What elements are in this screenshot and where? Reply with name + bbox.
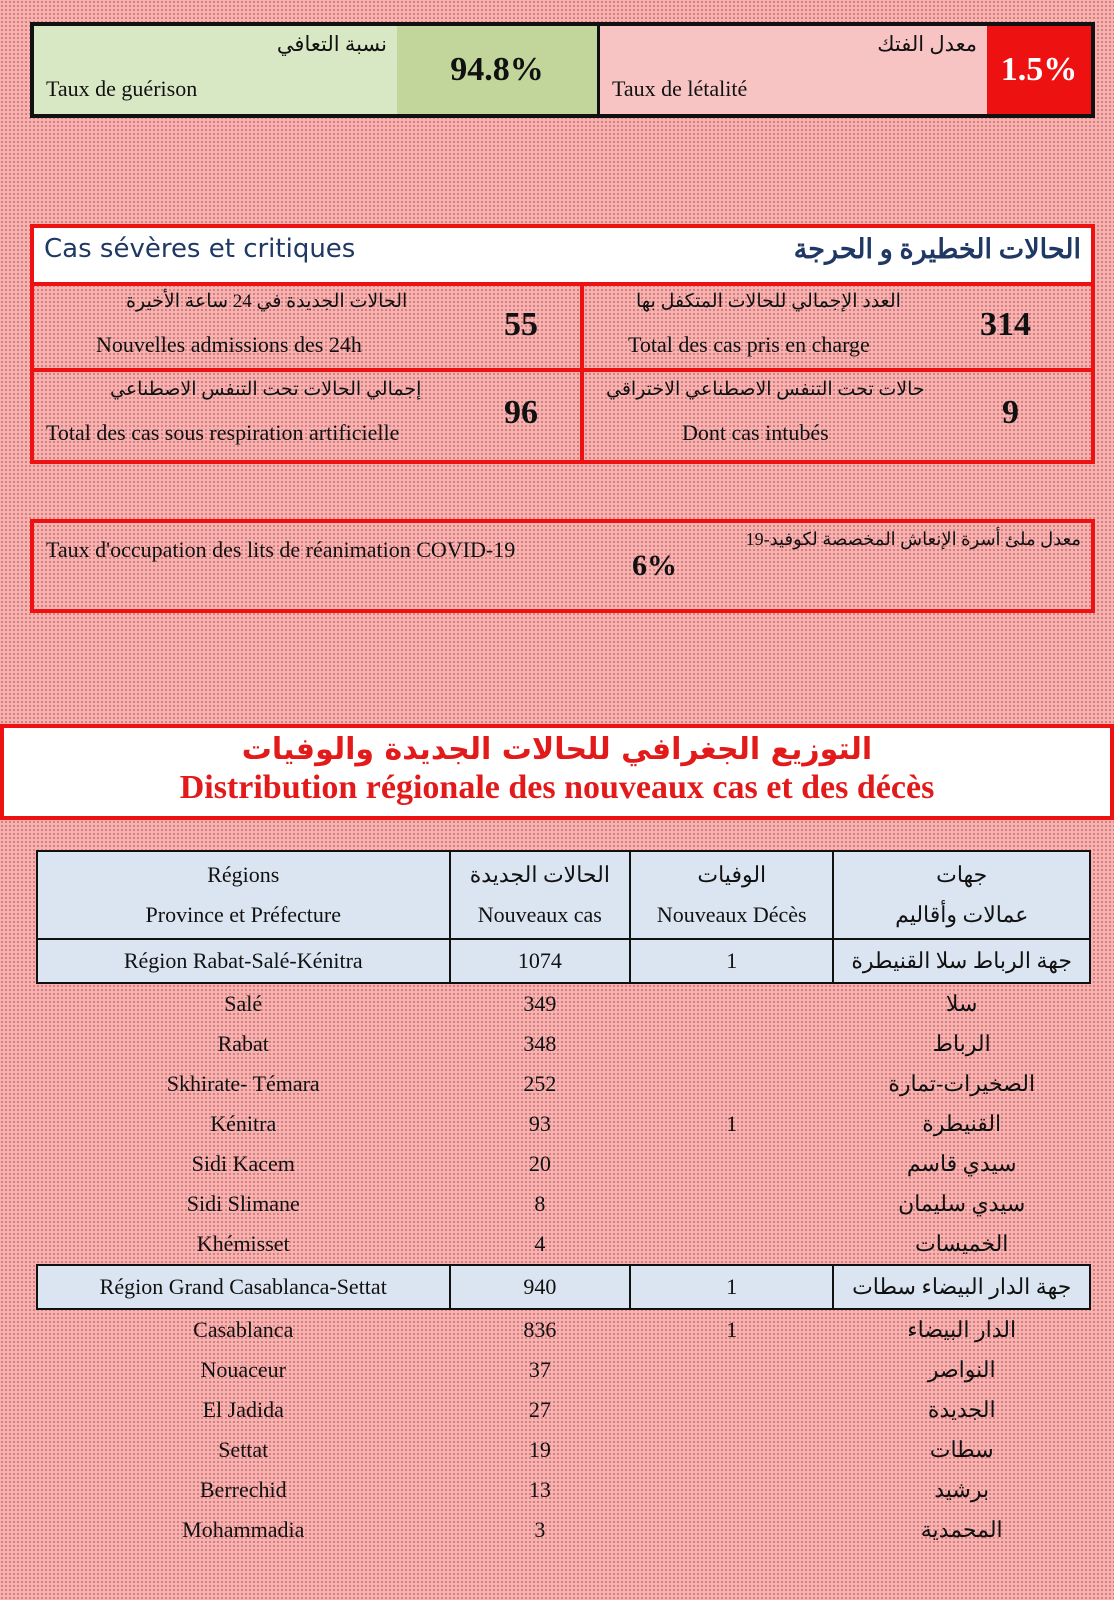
cell-new-cases: 19	[528, 1437, 551, 1462]
cell-name: Salé	[224, 991, 263, 1016]
severe-title-fr: Cas sévères et critiques	[44, 234, 356, 264]
cell-new-deaths	[630, 1390, 833, 1430]
cell-new-cases: 93	[528, 1111, 551, 1136]
header-regions-ar: جهات عمالات وأقاليم	[833, 851, 1090, 939]
province-row	[37, 1350, 1090, 1390]
cell-new-deaths: 1	[726, 1111, 738, 1136]
total-cases-cell	[584, 284, 1095, 372]
ventilation-label-ar: إجمالي الحالات تحت التنفس الاصطناعي	[110, 379, 422, 400]
cell-name-ar: جهة الدار البيضاء سطات	[833, 1265, 1090, 1309]
cell-new-deaths	[630, 1470, 833, 1510]
cell-name-ar: الصخيرات-تمارة	[888, 1071, 1036, 1096]
icu-occupancy-label-ar: معدل ملئ أسرة الإنعاش المخصصة لكوفيد-19	[745, 529, 1081, 549]
ventilation-label-fr: Total des cas sous respiration artificielle	[46, 420, 400, 445]
ventilation-value: 96	[504, 394, 538, 431]
cell-new-deaths	[630, 983, 833, 1024]
cell-name-ar: الدار البيضاء	[907, 1317, 1017, 1342]
region-row	[37, 1265, 1090, 1309]
icu-occupancy-label-fr: Taux d'occupation des lits de réanimation COVID-19	[46, 537, 516, 562]
cell-new-cases: 252	[523, 1071, 557, 1096]
regional-distribution-table	[36, 850, 1091, 1550]
cell-new-deaths	[630, 1024, 833, 1064]
header-new-cases: الحالات الجديدة Nouveaux cas	[450, 851, 631, 939]
cell-name-ar: سطات	[929, 1437, 994, 1462]
recovery-rate-value: 94.8%	[397, 26, 600, 114]
severe-cases-header	[34, 228, 1091, 286]
cell-new-deaths	[630, 1430, 833, 1470]
ventilation-cell	[34, 372, 580, 460]
province-row	[37, 1144, 1090, 1184]
lethality-rate-label-box	[600, 26, 987, 114]
province-row	[37, 983, 1090, 1024]
cell-name: Skhirate- Témara	[166, 1071, 320, 1096]
cell-name: Nouaceur	[200, 1357, 286, 1382]
province-row	[37, 1430, 1090, 1470]
cell-new-deaths	[630, 1064, 833, 1104]
cell-new-deaths	[630, 1184, 833, 1224]
rates-bar	[30, 22, 1095, 118]
icu-occupancy-panel	[30, 519, 1095, 613]
header-regions: Régions Province et Préfecture	[37, 851, 450, 939]
cell-name-ar: جهة الرباط سلا القنيطرة	[833, 939, 1090, 983]
cell-new-deaths: 1	[630, 1265, 833, 1309]
cell-name-ar: الرباط	[932, 1031, 991, 1056]
new-admissions-value: 55	[504, 306, 538, 343]
distribution-title-ar: التوزيع الجغرافي للحالات الجديدة والوفيات	[241, 732, 873, 767]
cell-new-cases: 27	[528, 1397, 551, 1422]
cell-new-cases: 3	[534, 1517, 546, 1542]
cell-new-cases: 836	[523, 1317, 557, 1342]
cell-new-cases: 4	[534, 1231, 546, 1256]
icu-occupancy-value: 6%	[632, 549, 677, 582]
lethality-rate-label-fr: Taux de létalité	[612, 76, 748, 101]
total-cases-label-fr: Total des cas pris en charge	[628, 332, 870, 357]
cell-name: Casablanca	[193, 1317, 294, 1342]
header-new-deaths: الوفيات Nouveaux Décès	[630, 851, 833, 939]
cell-name: Khémisset	[196, 1231, 290, 1256]
cell-name: Settat	[218, 1437, 269, 1462]
cell-new-cases: 940	[450, 1265, 631, 1309]
new-admissions-label-fr: Nouvelles admissions des 24h	[96, 332, 362, 357]
cell-new-cases: 37	[528, 1357, 551, 1382]
cell-name: Région Grand Casablanca-Settat	[37, 1265, 450, 1309]
cell-new-deaths: 1	[726, 1317, 738, 1342]
province-row	[37, 1309, 1090, 1350]
cell-new-cases: 8	[534, 1191, 546, 1216]
cell-name: El Jadida	[202, 1397, 284, 1422]
severe-cases-panel	[30, 224, 1095, 464]
distribution-title-fr: Distribution régionale des nouveaux cas et des décès	[179, 769, 935, 806]
cell-new-cases: 13	[528, 1477, 551, 1502]
cell-new-deaths: 1	[630, 939, 833, 983]
cell-name: Mohammadia	[182, 1517, 305, 1542]
cell-name: Sidi Kacem	[191, 1151, 295, 1176]
cell-new-deaths	[630, 1350, 833, 1390]
intubated-cell	[584, 372, 1095, 460]
cell-new-cases: 1074	[450, 939, 631, 983]
province-row	[37, 1064, 1090, 1104]
intubated-label-ar: حالات تحت التنفس الاصطناعي الاختراقي	[606, 379, 925, 400]
cell-name-ar: سيدي سليمان	[898, 1191, 1026, 1216]
cell-new-deaths	[630, 1510, 833, 1550]
recovery-rate-label-ar: نسبة التعافي	[276, 32, 387, 56]
lethality-rate-value: 1.5%	[987, 26, 1091, 114]
cell-new-cases: 349	[523, 991, 557, 1016]
cell-name-ar: سيدي قاسم	[906, 1151, 1017, 1176]
distribution-title-banner	[0, 724, 1114, 820]
total-cases-value: 314	[980, 306, 1031, 343]
province-row	[37, 1470, 1090, 1510]
new-admissions-cell	[34, 284, 580, 372]
province-row	[37, 1224, 1090, 1265]
recovery-rate-label-box	[34, 26, 397, 114]
intubated-value: 9	[1002, 394, 1019, 431]
cell-name-ar: الخميسات	[914, 1231, 1009, 1256]
recovery-rate-label-fr: Taux de guérison	[46, 76, 198, 101]
cell-name-ar: المحمدية	[920, 1517, 1003, 1542]
severe-title-ar: الحالات الخطيرة و الحرجة	[793, 234, 1081, 264]
province-row	[37, 1390, 1090, 1430]
new-admissions-label-ar: الحالات الجديدة في 24 ساعة الأخيرة	[126, 291, 408, 312]
cell-new-cases: 348	[523, 1031, 557, 1056]
cell-name-ar: النواصر	[927, 1357, 996, 1382]
region-row	[37, 939, 1090, 983]
lethality-rate-label-ar: معدل الفتك	[877, 32, 977, 56]
province-row	[37, 1104, 1090, 1144]
cell-name-ar: القنيطرة	[922, 1111, 1002, 1136]
total-cases-label-ar: العدد الإجمالي للحالات المتكفل بها	[636, 291, 901, 312]
cell-name-ar: الجديدة	[927, 1397, 996, 1422]
cell-new-deaths	[630, 1224, 833, 1265]
cell-name-ar: برشيد	[934, 1477, 990, 1502]
cell-new-cases: 20	[528, 1151, 551, 1176]
table-header-row	[37, 851, 1090, 939]
province-row	[37, 1510, 1090, 1550]
cell-new-deaths	[630, 1144, 833, 1184]
intubated-label-fr: Dont cas intubés	[682, 420, 829, 445]
cell-name: Sidi Slimane	[186, 1191, 300, 1216]
cell-name: Berrechid	[199, 1477, 287, 1502]
cell-name: Kénitra	[210, 1111, 277, 1136]
cell-name: Région Rabat-Salé-Kénitra	[37, 939, 450, 983]
province-row	[37, 1024, 1090, 1064]
province-row	[37, 1184, 1090, 1224]
cell-name: Rabat	[217, 1031, 269, 1056]
cell-name-ar: سلا	[945, 991, 978, 1016]
